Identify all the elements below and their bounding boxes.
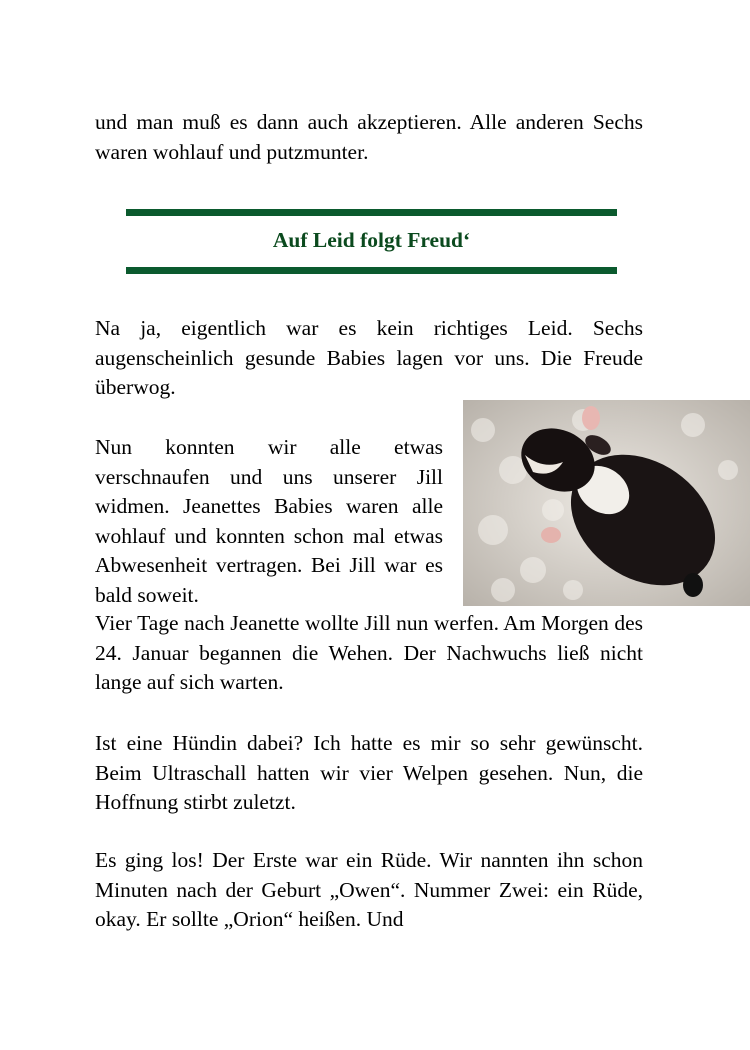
paragraph-jill: Nun konnten wir alle etwas verschnaufen und uns unserer Jill widmen. Jeanettes Babies waren alle wohlauf und konnten schon mal etwas Abwesenheit vertragen. Bei Jill war es bald soweit. [95,435,443,607]
paragraph-geburt: Es ging los! Der Erste war ein Rüde. Wir nannten ihn schon Minuten nach der Geburt „Owen“. Nummer Zwei: ein Rüde, okay. Er sollte „Orion“ heißen. Und [95,848,643,931]
puppy-photo-illustration [463,400,750,606]
paragraph-huendin: Ist eine Hündin dabei? Ich hatte es mir so sehr gewünscht. Beim Ultraschall hatten wir vier Welpen gesehen. Nun, die Hoffnung stirbt zuletzt. [95,731,643,814]
heading-rule-bottom [126,267,617,274]
paragraph-intro: und man muß es dann auch akzeptieren. Alle anderen Sechs waren wohlauf und putzmunter. [95,110,643,164]
paragraph-wehen: Vier Tage nach Jeanette wollte Jill nun werfen. Am Morgen des 24. Januar begannen die Wehen. Der Nachwuchs ließ nicht lange auf sich warten. [95,611,643,694]
section-heading: Auf Leid folgt Freud‘ [272,228,471,252]
puppy-photo [463,400,750,606]
heading-rule-top [126,209,617,216]
paragraph-freude: Na ja, eigentlich war es kein richtiges Leid. Sechs augenscheinlich gesunde Babies lagen vor uns. Die Freude überwog. [95,316,643,399]
